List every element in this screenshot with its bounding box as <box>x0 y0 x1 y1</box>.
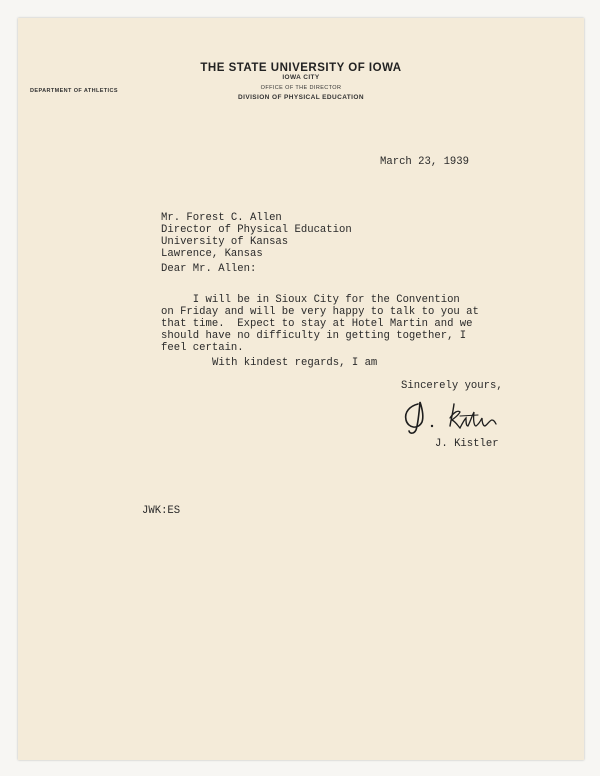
body-line: should have no difficulty in getting together, I <box>161 330 467 342</box>
signer-name: J. Kistler <box>435 438 499 450</box>
body-line: that time. Expect to stay at Hotel Martin and we <box>161 318 473 330</box>
recipient-name: Mr. Forest C. Allen <box>161 212 282 224</box>
recipient-address <box>161 212 352 260</box>
letterhead-office: OFFICE OF THE DIRECTOR <box>260 85 342 91</box>
letterhead-university: THE STATE UNIVERSITY OF IOWA <box>200 62 402 74</box>
letter-date: March 23, 1939 <box>380 156 470 168</box>
body-line: I will be in Sioux City for the Convention <box>161 294 460 306</box>
recipient-title: Director of Physical Education <box>161 224 352 236</box>
handwritten-signature <box>396 396 500 436</box>
recipient-location: Lawrence, Kansas <box>161 248 263 260</box>
closing: Sincerely yours, <box>401 380 503 392</box>
letter-body <box>161 294 479 354</box>
letterhead-city: IOWA CITY <box>282 74 320 81</box>
letterhead-department: DEPARTMENT OF ATHLETICS <box>30 88 118 94</box>
closing-regards: With kindest regards, I am <box>212 357 378 369</box>
letterhead-division: DIVISION OF PHYSICAL EDUCATION <box>238 94 364 101</box>
reference-initials: JWK:ES <box>142 505 181 517</box>
body-line: feel certain. <box>161 342 244 354</box>
salutation: Dear Mr. Allen: <box>161 263 257 275</box>
recipient-institution: University of Kansas <box>161 236 289 248</box>
letter-page <box>18 18 584 760</box>
body-line: on Friday and will be very happy to talk to you at <box>161 306 479 318</box>
